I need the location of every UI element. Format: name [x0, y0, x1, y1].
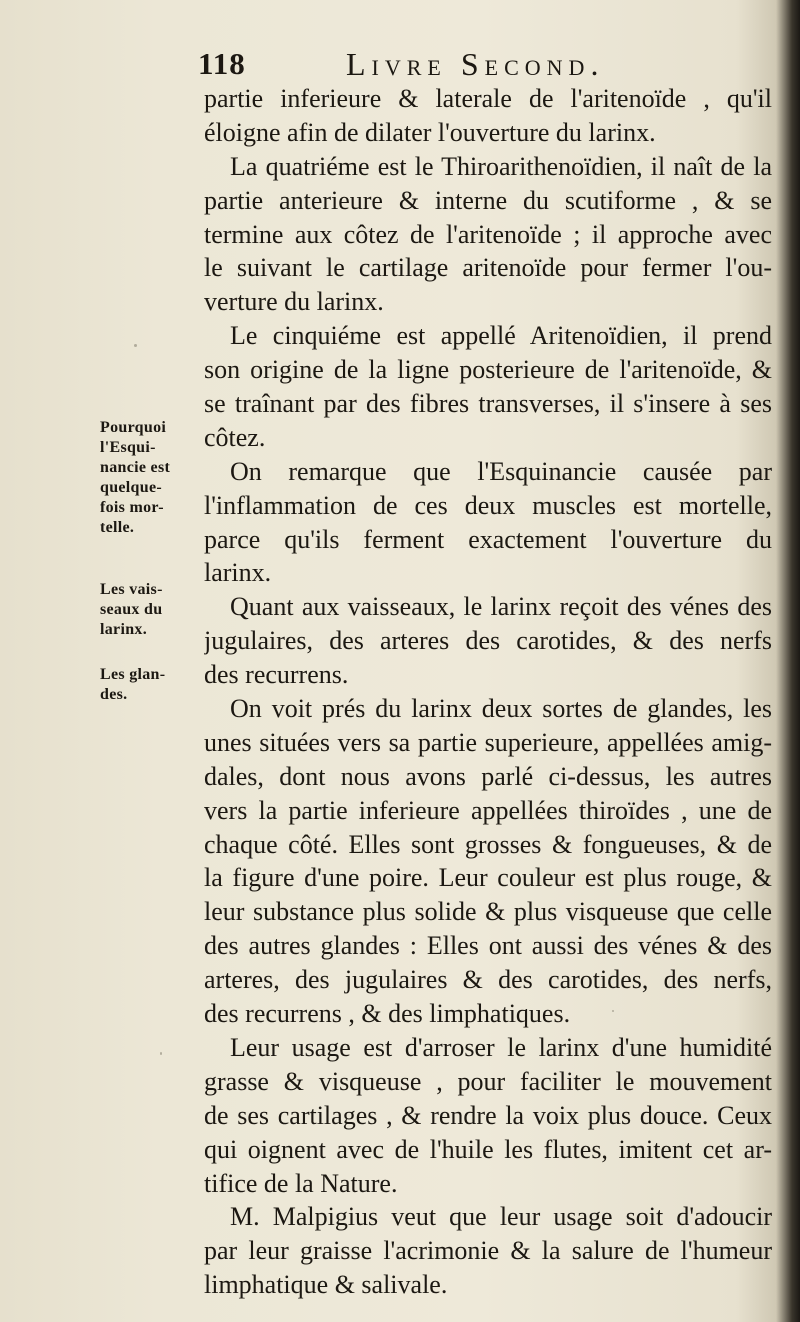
text-line: verture du larinx. — [204, 287, 384, 317]
text-line: termine aux côtez de l'aritenoïde ; il approche avec — [204, 219, 772, 249]
text-line: partie anterieure & interne du scutiforme , & se — [204, 185, 772, 215]
text-line: leur substance plus solide & plus visqueuse que celle — [204, 897, 772, 927]
text-line: grasse & visqueuse , pour faciliter le mouvement — [204, 1066, 772, 1096]
margin-note-line: Pourquoi — [100, 419, 167, 436]
text-line: On voit prés du larinx deux sortes de glandes, les — [230, 694, 772, 724]
page-number: 118 — [198, 46, 246, 81]
text-line: de ses cartilages , & rendre la voix plus douce. Ceux — [204, 1100, 772, 1130]
text-line: son origine de la ligne posterieure de l'aritenoïde, & — [204, 355, 772, 385]
text-line: Le cinquiéme est appellé Aritenoïdien, il prend — [230, 321, 772, 351]
text-line: qui oignent avec de l'huile les flutes, imitent cet ar- — [204, 1134, 772, 1164]
margin-note — [100, 665, 200, 705]
text-line: larinx. — [204, 558, 272, 588]
text-line: des recurrens , & des limphatiques. — [204, 999, 571, 1029]
text-line: côtez. — [204, 422, 266, 452]
text-line: M. Malpigius veut que leur usage soit d'adoucir — [230, 1202, 772, 1232]
text-line: la figure d'une poire. Leur couleur est plus rouge, & — [204, 863, 772, 893]
text-line: unes situées vers sa partie superieure, appellées amig- — [204, 727, 772, 757]
margin-note-line: telle. — [100, 519, 135, 536]
body-text — [204, 82, 772, 1302]
margin-note-line: fois mor- — [100, 499, 164, 516]
text-line: arteres, des jugulaires & des carotides, des nerfs, — [204, 965, 772, 995]
text-line: jugulaires, des arteres des carotides, & des nerfs — [204, 626, 772, 656]
text-line: tifice de la Nature. — [204, 1168, 398, 1198]
text-line: parce qu'ils ferment exactement l'ouverture du — [204, 524, 772, 554]
paper-speck — [134, 344, 137, 347]
running-title: Livre Second. — [346, 46, 605, 82]
margin-note-line: seaux du — [100, 601, 163, 618]
text-line: des recurrens. — [204, 660, 349, 690]
text-line: éloigne afin de dilater l'ouverture du larinx. — [204, 117, 656, 147]
text-line: se traînant par des fibres transverses, il s'insere à ses — [204, 389, 772, 419]
text-line: partie inferieure & laterale de l'aritenoïde , qu'il — [204, 84, 772, 113]
text-line: des autres glandes : Elles ont aussi des vénes & des — [204, 931, 772, 961]
text-line: Leur usage est d'arroser le larinx d'une humidité — [230, 1032, 772, 1062]
margin-note-line: quelque- — [100, 479, 162, 496]
text-line: On remarque que l'Esquinancie causée par — [230, 456, 772, 486]
page-header — [196, 44, 756, 84]
margin-note-line: Les vais- — [100, 581, 163, 598]
paper-speck — [612, 1010, 614, 1012]
text-line: chaque côté. Elles sont grosses & fongueuses, & de — [204, 829, 772, 859]
margin-note-line: larinx. — [100, 621, 147, 638]
margin-note-line: nancie est — [100, 459, 171, 476]
margin-note-line: Les glan- — [100, 666, 166, 683]
text-line: vers la partie inferieure appellées thiroïdes , une de — [204, 795, 772, 825]
text-line: dales, dont nous avons parlé ci-dessus, les autres — [204, 761, 772, 791]
text-line: le suivant le cartilage aritenoïde pour fermer l'ou- — [204, 253, 772, 283]
text-line: La quatriéme est le Thiroarithenoïdien, il naît de la — [230, 151, 772, 181]
text-line: Quant aux vaisseaux, le larinx reçoit des vénes des — [230, 592, 772, 622]
text-line: par leur graisse l'acrimonie & la salure de l'humeur — [204, 1236, 772, 1266]
margin-note — [100, 580, 200, 640]
text-line: l'inflammation de ces deux muscles est mortelle, — [204, 490, 772, 520]
text-line: limphatique & salivale. — [204, 1270, 448, 1300]
margin-note — [100, 418, 200, 538]
margin-note-line: l'Esqui- — [100, 439, 156, 456]
margin-note-line: des. — [100, 686, 128, 703]
paper-speck — [160, 1052, 162, 1055]
